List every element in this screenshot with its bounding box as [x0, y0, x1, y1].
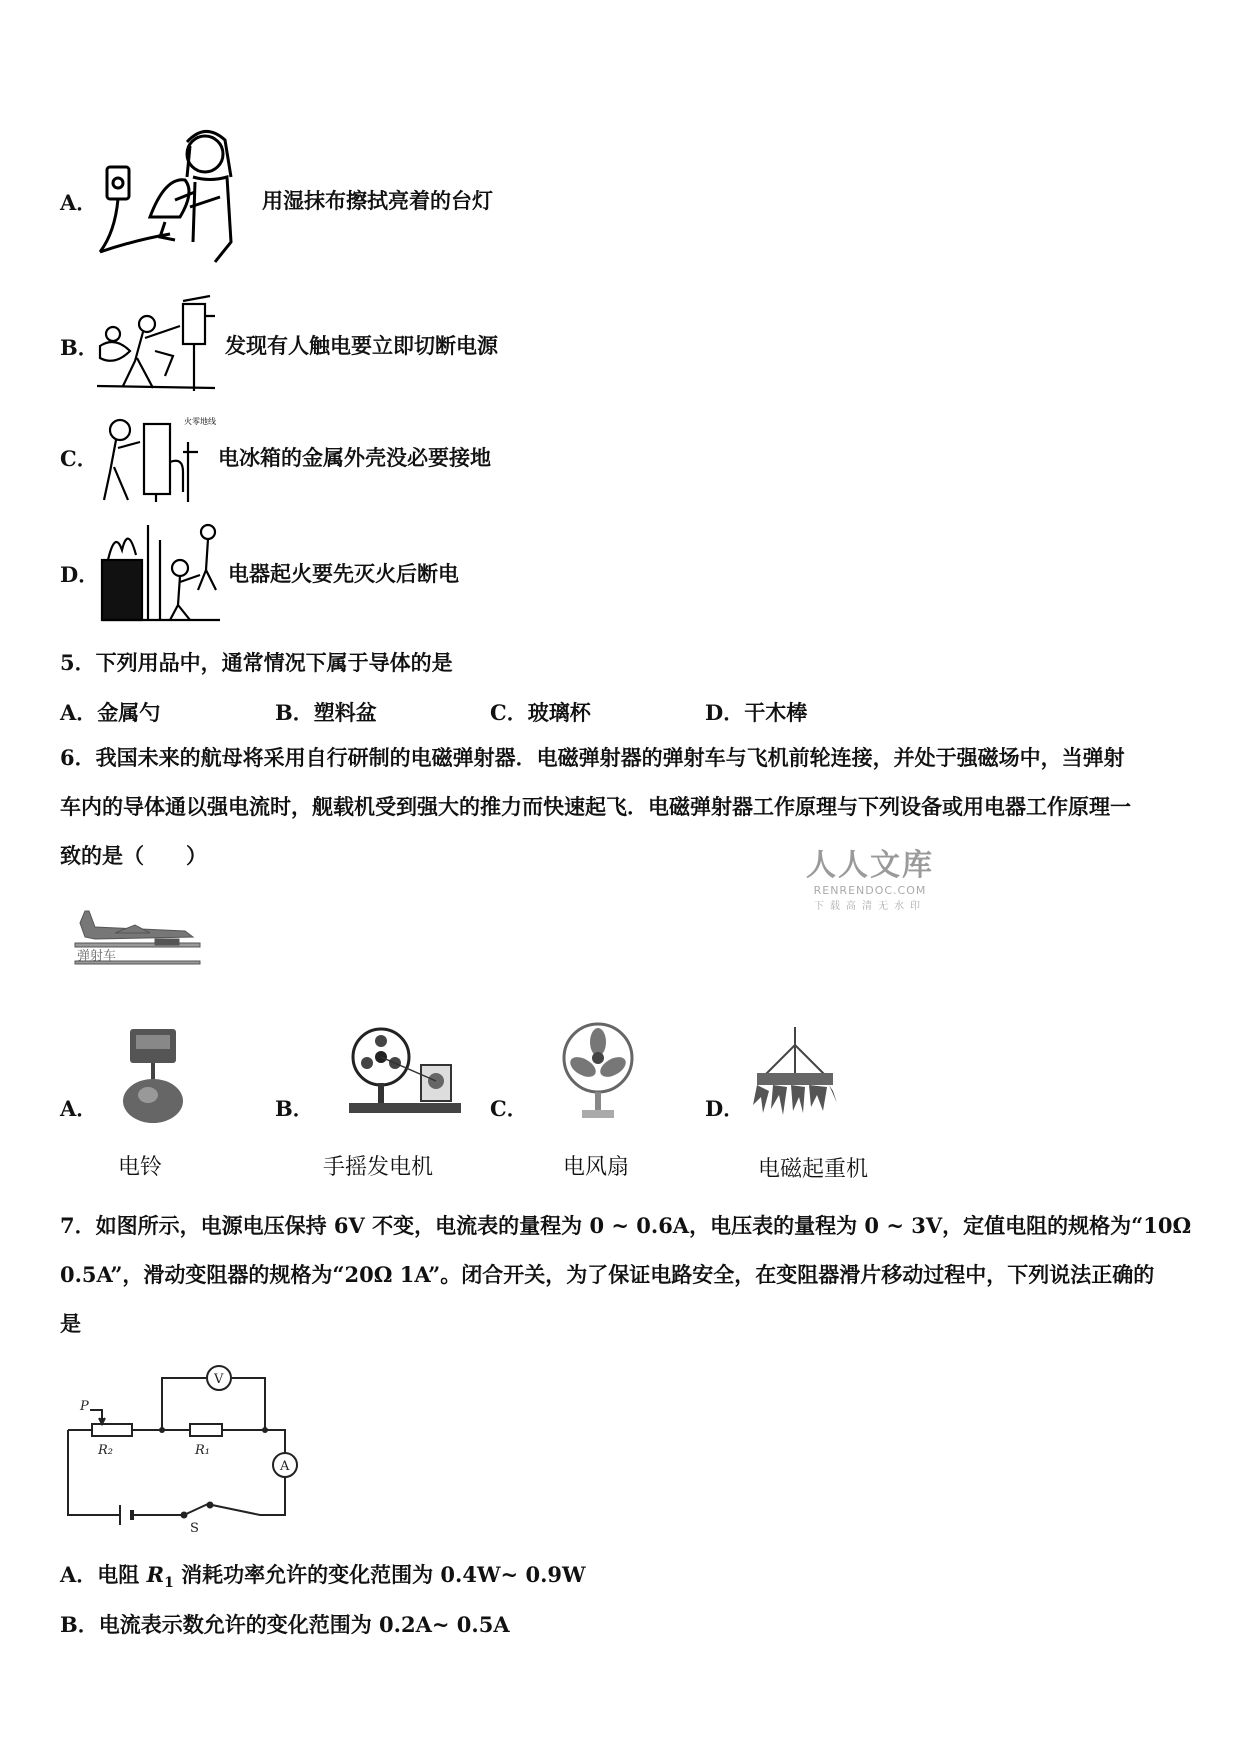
q5-option-b-letter: B． — [275, 700, 314, 725]
q7-option-b-letter: B． — [60, 1612, 99, 1637]
q4-option-d-letter: D． — [60, 562, 100, 587]
electromagnetic-crane-icon — [745, 1025, 845, 1120]
q5-option-d-text: 干木棒 — [744, 700, 808, 725]
q7-stem-line1: 7．如图所示，电源电压保持 6V 不变，电流表的量程为 0 ~ 0.6A，电压表的量程为 0 ~ 3V，定值电阻的规格为“10Ω — [60, 1213, 1192, 1238]
q5-option-a — [60, 702, 160, 723]
q6-stem-line2: 车内的导体通以强电流时，舰载机受到强大的推力而快速起飞．电磁弹射器工作原理与下列设备或用电器工作原理一 — [60, 794, 1131, 819]
q6-option-d-caption: 电磁起重机 — [758, 1157, 869, 1182]
q4-option-c-letter: C． — [60, 446, 98, 471]
switch-label: S — [190, 1521, 199, 1536]
watermark-domain: RENRENDOC.COM — [813, 884, 927, 897]
hand-generator-icon — [345, 1025, 465, 1117]
q4-option-b-letter: B． — [60, 335, 99, 360]
q4-option-b-text: 发现有人触电要立即切断电源 — [225, 333, 498, 358]
q7-option-b-text: 电流表示数允许的变化范围为 0.2A~ 0.5A — [98, 1612, 510, 1637]
q6-option-a-letter: A． — [60, 1096, 98, 1121]
q5-option-c-text: 玻璃杯 — [527, 700, 591, 725]
catapult-jet-figure — [75, 905, 200, 967]
q4-option-a-letter: A． — [60, 190, 98, 215]
q7-option-a-pre: 电阻 — [97, 1562, 147, 1587]
circuit-diagram — [60, 1360, 310, 1536]
fire-illustration — [100, 520, 222, 625]
r2-label: R₂ — [98, 1443, 113, 1458]
q5-stem: 5．下列用品中，通常情况下属于导体的是 — [60, 650, 453, 675]
fridge-grounding-illustration — [98, 412, 216, 504]
r1-label: R₁ — [195, 1443, 210, 1458]
q4-option-c-text: 电冰箱的金属外壳没必要接地 — [218, 445, 491, 470]
q6-option-b-caption: 手摇发电机 — [323, 1155, 434, 1180]
q4-option-d-text: 电器起火要先灭火后断电 — [228, 561, 459, 586]
q7-option-a-symbol: R — [146, 1562, 165, 1587]
watermark — [805, 840, 935, 912]
q6-stem-line3: 致的是（ ） — [60, 843, 207, 868]
cutting-power-illustration — [95, 296, 220, 394]
q5-option-c-letter: C． — [490, 700, 528, 725]
q5-option-c — [490, 702, 591, 723]
q7-option-a-letter: A． — [60, 1562, 98, 1587]
q6-option-c-caption: 电风扇 — [563, 1155, 630, 1180]
q6-option-b-letter: B． — [275, 1096, 314, 1121]
q6-option-c-letter: C． — [490, 1096, 528, 1121]
q7-option-a-sub: 1 — [164, 1575, 174, 1592]
electric-fan-icon — [558, 1022, 638, 1122]
q5-option-d — [705, 702, 807, 723]
watermark-title: 人人文库 — [806, 848, 934, 883]
q4-option-a-text: 用湿抹布擦拭亮着的台灯 — [262, 188, 493, 213]
fridge-wire-label: 火零地线 — [184, 417, 216, 426]
slider-label: P — [80, 1399, 89, 1414]
watermark-slogan: 下载高清无水印 — [814, 901, 926, 912]
q6-option-d-letter: D． — [705, 1096, 745, 1121]
q7-option-a — [60, 1564, 586, 1590]
q5-option-a-text: 金属勺 — [97, 700, 161, 725]
q7-option-b — [60, 1614, 510, 1635]
q7-stem-line2: 0.5A”，滑动变阻器的规格为“20Ω 1A”。闭合开关，为了保证电路安全，在变阻器滑片移动过程中，下列说法正确的 — [60, 1262, 1155, 1287]
q5-option-b-text: 塑料盆 — [313, 700, 377, 725]
electric-bell-icon — [118, 1025, 188, 1125]
ammeter-label: A — [280, 1459, 290, 1474]
q6-option-a-caption: 电铃 — [118, 1155, 163, 1180]
girl-wiping-lamp-illustration — [95, 122, 255, 267]
q6-stem-line1: 6．我国未来的航母将采用自行研制的电磁弹射器．电磁弹射器的弹射车与飞机前轮连接，并处于强磁场中，当弹射 — [60, 745, 1125, 770]
q5-option-b — [275, 702, 377, 723]
voltmeter-label: V — [214, 1372, 224, 1387]
q7-option-a-post: 消耗功率允许的变化范围为 0.4W~ 0.9W — [173, 1562, 586, 1587]
q7-stem-line3: 是 — [60, 1311, 81, 1336]
catapult-label: 弹射车 — [77, 949, 117, 964]
q5-option-d-letter: D． — [705, 700, 745, 725]
q5-option-a-letter: A． — [60, 700, 98, 725]
